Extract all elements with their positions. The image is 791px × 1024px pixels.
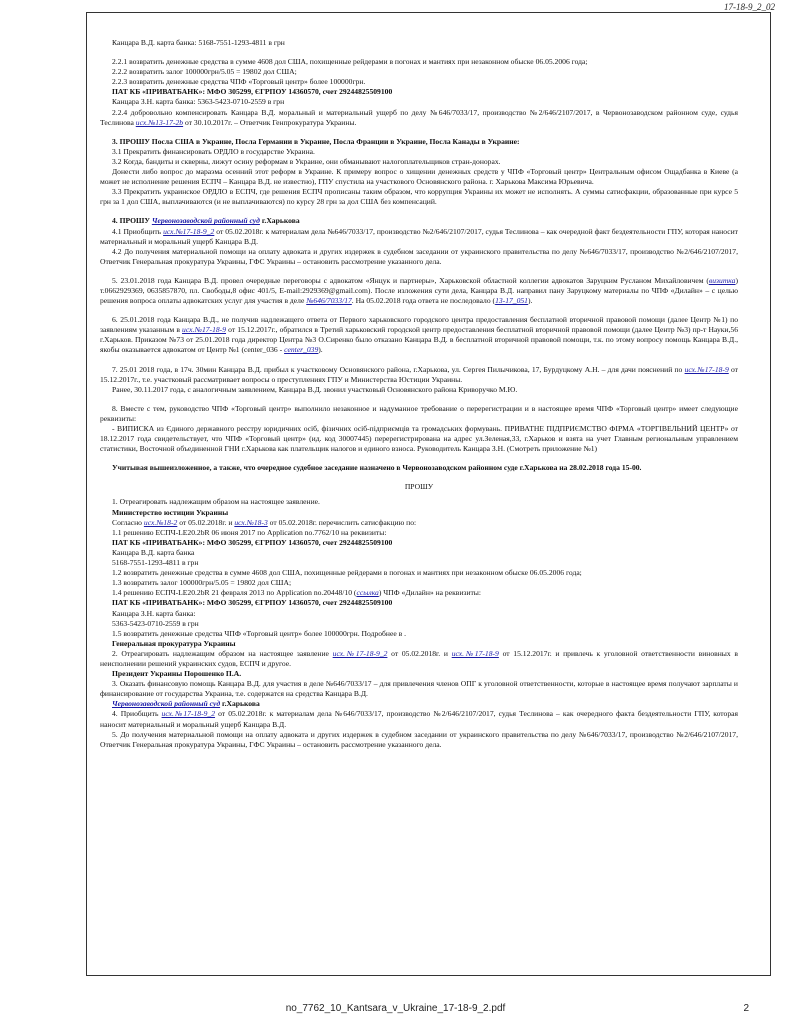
card-number: 5168-7551-1293-4811 в грн [112, 558, 199, 568]
clause-2-2-4 [100, 108, 738, 128]
ministry-heading: Министерство юстиции Украины [112, 507, 229, 517]
doc-link[interactable]: исх.№17-18-9 [451, 648, 499, 658]
page-frame-right [770, 12, 771, 976]
case-link[interactable]: №646/7033/17 [306, 296, 352, 306]
section-4-p2: 4.2 До получения материальной помощи на оплату адвоката и других издержек в судебном заседании от украинского правительства по делу №646/7033/17, производство №2/646/2107/2017, Ответчик Генеральная прокуратура Украины, ГФС Украины – остановить рассмотрение указанного дела. [100, 246, 738, 266]
according-line [100, 518, 738, 528]
clause-text: 5. 23.01.2018 года Канцара В.Д. провел очередные переговоры с адвокатом «Янцук и партнеры», Харьковской областной коллегии адвокатов Заруцким Русланом Михайловичем ( [112, 275, 709, 285]
footer-filename: no_7762_10_Kantsara_v_Ukraine_17-18-9_2.pdf [285, 1003, 506, 1014]
card-number-2: 5363-5423-0710-2559 в грн [112, 618, 199, 628]
doc-link[interactable]: исх.№18-2 [143, 517, 178, 527]
request-1-1: 1.1 решению ЕСПЧ-LE20.2bR 06 июня 2017 по Application no.7762/10 на реквизиты: [112, 527, 387, 537]
doc-link[interactable]: исх.№17-18-9 [182, 325, 227, 335]
clause-text: 1.4 решению ЕСПЧ-LE20.2bR 21 февраля 2013 по Application no.20448/10 ( [112, 588, 357, 598]
section-3-p2: 3.2 Когда, бандиты и скверны, лижут осину реформам в Украине, они обманывают налогоплательщиков стран-донорах. [112, 156, 501, 166]
request-4 [100, 709, 738, 729]
page-frame-bottom [86, 975, 771, 976]
business-card-link[interactable]: визитка [708, 275, 736, 285]
card-line: Канцара В.Д. карта банка: 5168-7551-1293-4811 в грн [112, 38, 285, 47]
request-2 [100, 649, 738, 669]
section-3-title: 3. ПРОШУ Посла США в Украине, Посла Германии в Украине, Посла Франции в Украине, Посла Канады в Украине: [112, 136, 520, 146]
document-body [100, 38, 738, 750]
notice-paragraph: Учитывая вышеизложенное, а также, что очередное судебное заседание назначено в Червонозаводском районном суде г.Харькова на 28.02.2018 года 15-00. [112, 463, 642, 473]
clause-text: от 30.10.2017г. – Ответчик Генпрокуратура Украины. [185, 117, 357, 127]
gpu-heading: Генеральная прокуратура Украины [112, 638, 236, 648]
doc-link[interactable]: исх.№18-3 [234, 517, 268, 527]
request-5: 5. До получения материальной помощи на оплату адвоката и других издержек в судебном заседании от украинского правительства по делу №646/7033/17, производство №2/646/2107/2017, Ответчик Генеральная прокуратура Украины, ГФС Украины – остановить рассмотрение указанного дела. [100, 729, 738, 749]
doc-link[interactable]: исх.№13-17-2b [135, 117, 184, 127]
title-text: г.Харькова [261, 216, 300, 226]
clause-2-2-2: 2.2.2 возвратить залог 100000грн/5.05 = 19802 дол США; [112, 67, 297, 77]
doc-link[interactable]: исх.№17-18-9_2 [161, 709, 216, 719]
clause-text: от 15.12.2017г. и привлечь к уголовной ответственности виновных в неисполнении решений украинских судов, ЕСПЧ и другое. [100, 648, 738, 668]
section-6 [100, 315, 738, 355]
request-1-5: 1.5 возвратить денежные средства ЧПФ «Торговый центр» более 100000грн. Подробнее в . [112, 628, 406, 638]
court-heading [100, 699, 738, 709]
bank-details: ПАТ КБ «ПРИВАТБАНК»: МФО 305299, ЄГРПОУ 14360570, счет 29244825509100 [112, 87, 393, 97]
doc-link[interactable]: исх.№17-18-9_2 [332, 648, 388, 658]
section-3-p4: 3.3 Прекратить украинское ОРДЛО в ЕСПЧ, где решения ЕСПЧ прописаны таким образом, что коррупция Украины их может не исполнять. А суммы сатисфакции, образованные при курсе 5 грн за 1 дол США, выплачиваются (и не выплачиваются) по курсу 28 грн за дол США без компенсаций. [100, 187, 738, 207]
clause-text: 4.1 Приобщить [112, 226, 162, 236]
page-frame-top [86, 12, 771, 13]
clause-text: Согласно [112, 517, 142, 527]
clause-text: от 15.12.2017г., т.е. участковый рассматривает вопросы о преступлениях ГПУ и Министерства Юстиции Украины. [100, 364, 738, 384]
request-1-2: 1.2 возвратить денежные средства в сумме 4608 дол США, похищенные рейдерами в погонах и мантиях при незаконном обыске 06.05.2006 года; [112, 568, 582, 578]
clause-2-2-3: 2.2.3 возвратить денежные средства ЧПФ «Торговый центр» более 100000грн. [112, 77, 366, 87]
bank-details-2: ПАТ КБ «ПРИВАТБАНК»: МФО 305299, ЄГРПОУ 14360570, счет 29244825509100 [112, 598, 393, 608]
clause-text: от 05.02.2018г. к материалам дела №646/7033/17, производство №2/646/2107/2017, судья Теслинова – как очередной факт бездеятельности ГПУ, которая наносит материальный и моральный ущерб Канцара В.Д. [100, 226, 738, 246]
doc-link[interactable]: исх.№17-18-9_2 [163, 226, 215, 236]
clause-text: 7. 25.01 2018 года, в 17ч. 30мин Канцара В.Д. прибыл к участковому Основянского района, г.Харькова, ул. Сергея Пилычикова, 17, Бурдуцкому А.Н. – для дачи пояснений по [112, 364, 683, 374]
clause-text: 4. Приобщить [112, 709, 159, 719]
section-7 [100, 365, 738, 385]
document-reference: 17-18-9_2_02 [724, 2, 775, 12]
page-frame-left [86, 12, 87, 976]
ref-link[interactable]: ссылка [356, 588, 379, 598]
court-link[interactable]: Червонозаводской районный суд [151, 216, 260, 226]
request-1-4 [100, 588, 738, 598]
bank-details: ПАТ КБ «ПРИВАТБАНК»: МФО 305299, ЄГРПОУ 14360570, счет 29244825509100 [112, 537, 393, 547]
section-4-title [100, 216, 738, 226]
card-label: Канцара В.Д. карта банка [112, 547, 195, 557]
card-line-2: Канцара З.Н. карта банка: 5363-5423-0710-2559 в грн [112, 97, 285, 107]
clause-text: 2.2.4 добровольно компенсировать Канцара В.Д. моральный и материальный ущерб по делу №646/7033/17, производство №2/646/2107/2017, в Червонозаводском районном суде, судья Теслинова [100, 107, 738, 127]
court-link[interactable]: Червонозаводской районный суд [112, 699, 221, 709]
center-link[interactable]: center_039 [284, 345, 319, 355]
clause-text: ). [318, 345, 323, 355]
request-1-3: 1.3 возвратить залог 100000грн/5.05 = 19802 дол США; [112, 578, 292, 588]
clause-text: ) т.0662929369, 0635857870, пл. Свободы,8 офис 401/5, E-mail:2929369@gmail.com). После изложения сути дела, Канцара В.Д. направил пану Заруцкому материалы по ЧПФ «Дилайн» – с целью решения вопроса оплаты адвокатских услуг для участия в деле [100, 275, 738, 306]
clause-text: от 05.02.2018г. и [179, 517, 233, 527]
page-number: 2 [743, 1003, 749, 1014]
clause-text: от 05.02.2018г. и [391, 648, 448, 658]
clause-text: 6. 25.01.2018 года Канцара В.Д., не получив надлежащего ответа от Первого харьковского городского центра предоставления бесплатной вторичной правовой помощи (далее Центр №1) по заявлениям указанным в [100, 315, 738, 335]
section-4-p1 [100, 227, 738, 247]
section-8-p2: - ВИПИСКА из Єдиного державного реєстру юридичних осіб, фізичних осіб-підприємців та громадських формувань. ПРИВАТНЕ ПІДПРИЄМСТВО ФІРМА «ТОРГІВЕЛЬНИЙ ЦЕНТР» от 18.12.2017 года свидетельствует, что ЧПФ «Торговый центр» (ид. код 30007445) перерегистрирована на адрес ул.Зеленая,33, г.Харьков и взята на учет Главным региональным управлением статистики, Восточной объединенной ГНИ г.Харькова как плательщик налогов и единого взноса. Руководитель Канцара З.Н. (Смотреть приложение №1) [100, 424, 738, 454]
clause-text: 2. Отреагировать надлежащим образом на настоящее заявление [112, 648, 329, 658]
title-text: г.Харькова [222, 699, 260, 709]
request-1: 1. Отреагировать надлежащим образом на настоящее заявление. [112, 497, 320, 507]
clause-text: . На 05.02.2018 года ответа не последовало ( [351, 296, 496, 306]
clause-2-2-1: 2.2.1 возвратить денежные средства в сумме 4608 дол США, похищенные рейдерами в погонах и мантиях при незаконном обыске 06.05.2006 года; [112, 57, 588, 67]
section-8-p1: 8. Вместе с тем, руководство ЧПФ «Торговый центр» выполнило незаконное и надуманное требование о перерегистрации и в настоящее время ЧПФ «Торговый центр» имеет следующие реквизиты: [100, 403, 738, 423]
clause-text: от 05.02.2018г. к материалам дела №646/7033/17, производство №2/646/2107/2017, судья Теслинова – как очередного факта бездеятельности ГПУ, которая наносит материальный и моральный ущерб Канцара В.Д. [100, 709, 738, 729]
clause-text: ). [527, 296, 533, 306]
clause-text: от 05.02.2018г. перечислить сатисфакцию по: [269, 517, 417, 527]
section-7-p2: Ранее, 30.11.2017 года, с аналогичным заявлением, Канцара В.Д. звонил участковый Основянского района Криворучко М.Ю. [112, 384, 518, 394]
request-3: 3. Оказать финансовую помощь Канцара В.Д. для участия в деле №646/7033/17 – для привлечения членов ОПГ к уголовной ответственности, которые в настоящее время получают зарплаты и финансирование от государства Украина, т.е. содержатся на средства Канцара В.Д. [100, 679, 738, 699]
section-3-p1: 3.1 Прекратить финансировать ОРДЛО в государстве Украина. [112, 146, 315, 156]
section-3-p3: Донести либо вопрос до мараэма осенний этот реформ в Украине. К примеру вопрос о хищении денежных средств у ЧПФ «Торговый центр» Центральным офисом Ощадбанка в Киеве (а может не исполнение решения ЕСПЧ – Канцара В.Д. не известно), ГПУ спустила на участкового Основянского района. г. Харькова Максима Юрьевича. [100, 167, 738, 187]
clause-text: от 15.12.2017г., обратился в Третий харьковский городской центр предоставления бесплатной вторичной правовой помощи (далее Центр №3) пр-т Науки,56 г.Харьков. Приказом №73 от 25.01.2018 года директор Центра №3 О.Сиренко было отказано Канцара В.Д. в бесплатной вторичной правовой помощи, т.к. по этому вопросу помощь Канцара В.Д., якобы оказывается адвокатом от Центр №1 (center_036 - [100, 325, 738, 355]
doc-link[interactable]: 13-17_051 [495, 296, 528, 306]
clause-text: ) ЧПФ «Дилайн» на реквизиты: [378, 588, 482, 598]
president-heading: Президент Украины Порошенко П.А. [112, 669, 242, 679]
request-title: ПРОШУ [404, 482, 434, 492]
section-5 [100, 276, 738, 306]
title-text: 4. ПРОШУ [112, 216, 150, 226]
card-label-2: Канцара З.Н. карта банка: [112, 608, 196, 618]
doc-link[interactable]: исх.№17-18-9 [684, 364, 729, 374]
